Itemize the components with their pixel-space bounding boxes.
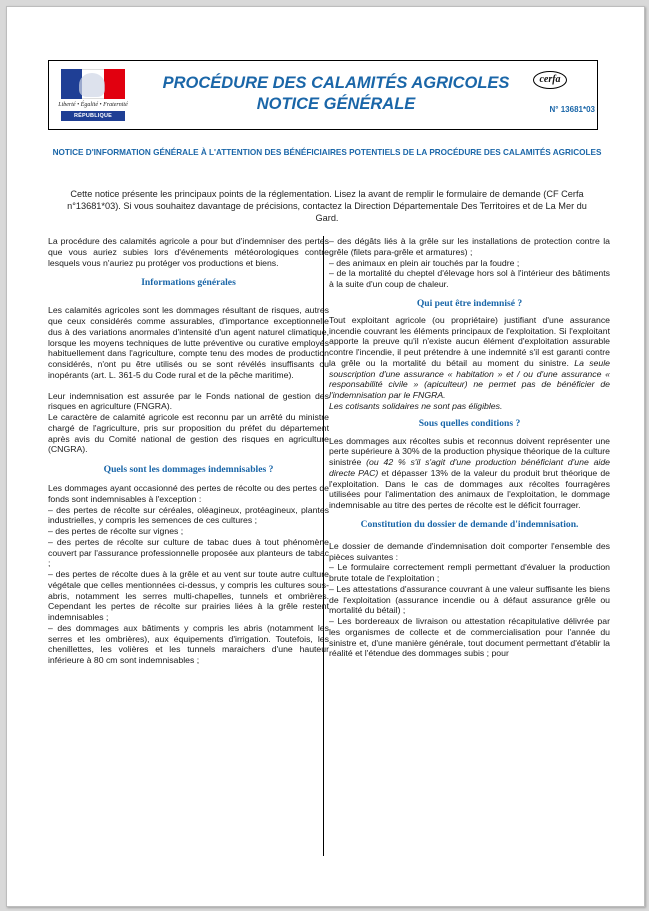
left-column bbox=[48, 236, 329, 666]
cotisants-note: Les cotisants solidaires ne sont pas éligibles. bbox=[329, 400, 503, 411]
paragraph-intro: La procédure des calamités agricole a pour but d'indemniser des pertes que vous auriez subies lors d'événements météorologiques contre lesquels vous n'auriez pu protéger vos productions et biens. bbox=[48, 236, 329, 268]
list-item: – des animaux en plein air touchés par la foudre ; bbox=[329, 257, 520, 268]
list-item: – des pertes de récolte sur céréales, oléagineux, protéagineux, plantes industrielles, y compris les semences de ces cultures ; bbox=[48, 504, 329, 526]
republique-label: RÉPUBLIQUE FRANÇAISE bbox=[61, 111, 125, 121]
qui-text: Tout exploitant agricole (ou propriétaire) justifiant d'une assurance incendie couvrant les éléments principaux de l'exploitation. Si l'exploitant apporte la preuve qu'il n'existe aucun élément d'exploitation assurable contre l'incendie, il peut prétendre à une indemnité s'il est garanti contre la grêle ou la mortalité du bétail au moment du sinistre. bbox=[329, 314, 610, 368]
list-item: – Le formulaire correctement rempli permettant d'évaluer la production brute totale de l'exploitation ; bbox=[329, 562, 610, 583]
paragraph-fngra: Leur indemnisation est assurée par le Fonds national de gestion des risques en agriculture (FNGRA). bbox=[48, 390, 329, 412]
notice-subtitle: NOTICE D'INFORMATION GÉNÉRALE À L'ATTENTION DES BÉNÉFICIAIRES POTENTIELS DE LA PROCÉDURE DES CALAMITÉS AGRICOLES bbox=[52, 148, 602, 157]
intro-paragraph: Cette notice présente les principaux points de la réglementation. Lisez la avant de remplir le formulaire de demande (CF Cerfa n°13681*03). Si vous souhaitez davantage de précisions, contactez la Direction Départementale Des Territoires et de La Mer du Gard. bbox=[67, 189, 587, 223]
document-page bbox=[6, 6, 645, 907]
paragraph-dommages-intro: Les dommages ayant occasionné des pertes de récolte ou des pertes de fonds sont indemnisables à l'exception : bbox=[48, 483, 329, 504]
paragraph-arrete: Le caractère de calamité agricole est reconnu par un arrêté du ministre chargé de l'agriculture, pris sur proposition du préfet du département après avis du Comité national de gestion des risques en agriculture (CNGRA). bbox=[48, 412, 329, 455]
conditions-italic: (ou 42 % s'il s'agit d'une production bénéficiant d'une aide directe PAC) bbox=[329, 457, 610, 478]
heading-conditions: Sous quelles conditions ? bbox=[418, 417, 521, 429]
heading-qui-peut-etre-indemnise: Qui peut être indemnisé ? bbox=[416, 297, 523, 309]
title-line-1: PROCÉDURE DES CALAMITÉS AGRICOLES bbox=[162, 74, 510, 92]
list-item: – de la mortalité du cheptel d'élevage hors sol à l'intérieur des bâtiments à la suite d'un coup de chaleur. bbox=[329, 268, 610, 289]
title-line-2: NOTICE GÉNÉRALE bbox=[256, 95, 416, 113]
qui-italic-note: La seule souscription d'une assurance « habitation » et / ou d'une assurance « responsabilité civile » (apiculteur) ne permet pas de bénéficier de l'indemnisation par le FNGRA. bbox=[329, 357, 610, 400]
list-item: – Les bordereaux de livraison ou attestation récapitulative délivrée par les organismes de collecte et de commercialisation pour l'année du sinistre et, d'une manière générale, tout document permettant d'établir la réalité et l'étendue des dommages subis ; pour bbox=[329, 616, 610, 659]
list-item: – Les attestations d'assurance couvrant à une valeur suffisante les biens de l'exploitation (assurance incendie ou à défaut assurance grêle ou mortalité du bétail) ; bbox=[329, 583, 610, 616]
heading-constitution-dossier: Constitution du dossier de demande d'indemnisation. bbox=[360, 518, 579, 530]
paragraph-qui bbox=[329, 315, 610, 401]
heading-informations-generales: Informations générales bbox=[141, 277, 236, 289]
list-item: – des pertes de récolte dues à la grêle et au vent sur toute autre culture végétale que celles mentionnées ci-dessus, y compris les cultures sous-abris, notamment les serres multi-chapelles, tunnels et ombrières. Cependant les pertes de récolte sur prairies liées à la grêle restent indemnisables ; bbox=[48, 569, 329, 622]
conditions-text-b: et dépasser 13% de la valeur du produit brut théorique de l'exploitation. Dans le cas de dommages aux récoltes fourragères utilisées pour l'alimentation des animaux de l'exploitation, le dommage indemnisable au titre des pertes de récolte est le déficit fourrager. bbox=[329, 467, 610, 510]
right-column bbox=[329, 236, 610, 659]
list-item: – des pertes de récolte sur vignes ; bbox=[48, 526, 184, 536]
list-item: – des dégâts liés à la grêle sur les installations de protection contre la grêle (filets para-grêle et armatures) ; bbox=[329, 236, 610, 257]
cerfa-number: N° 13681*03 bbox=[549, 105, 595, 114]
document-header bbox=[48, 60, 598, 130]
republique-devise: Liberté • Égalité • Fraternité bbox=[58, 102, 128, 108]
list-item: – des pertes de récolte sur culture de tabac dues à tout phénomène couvert par l'assurance professionnelle proposée aux planteurs de tabac ; bbox=[48, 536, 329, 569]
document-title bbox=[141, 73, 531, 115]
column-divider bbox=[323, 236, 324, 856]
heading-dommages-indemnisables: Quels sont les dommages indemnisables ? bbox=[103, 464, 274, 475]
paragraph-definition: Les calamités agricoles sont les dommages résultant de risques, autres que ceux considérés comme assurables, d'importance exceptionnelle dus à des variations anormales d'intensité d'un agent naturel climatique, lorsque les moyens techniques de lutte préventive ou curative employés habituellement dans l'agriculture, compte tenu des modes de production considérés, n'ont pu être utilisés ou se sont révélés insuffisants ou inopérants (art. L. 361-5 du Code rural et de la pêche maritime). bbox=[48, 305, 329, 380]
list-item: – des dommages aux bâtiments y compris les abris (notamment les serres et les ombrières), aux équipements d'irrigation. Toutefois, les chenillettes, les volières et les tunnels maraichers d'une hauteur inférieure à 80 cm sont indemnisables ; bbox=[48, 622, 329, 665]
marianne-profile bbox=[79, 73, 105, 97]
paragraph-dossier: Le dossier de demande d'indemnisation doit comporter l'ensemble des pièces suivantes : bbox=[329, 540, 610, 562]
conditions-text-a: Les dommages aux récoltes subis et reconnus doivent représenter une perte supérieure à 30% de la production physique théorique de la culture sinistrée bbox=[329, 435, 610, 467]
cerfa-logo-icon: cerfa bbox=[533, 71, 567, 89]
paragraph-conditions bbox=[329, 436, 610, 511]
marianne-logo-icon bbox=[57, 67, 129, 129]
